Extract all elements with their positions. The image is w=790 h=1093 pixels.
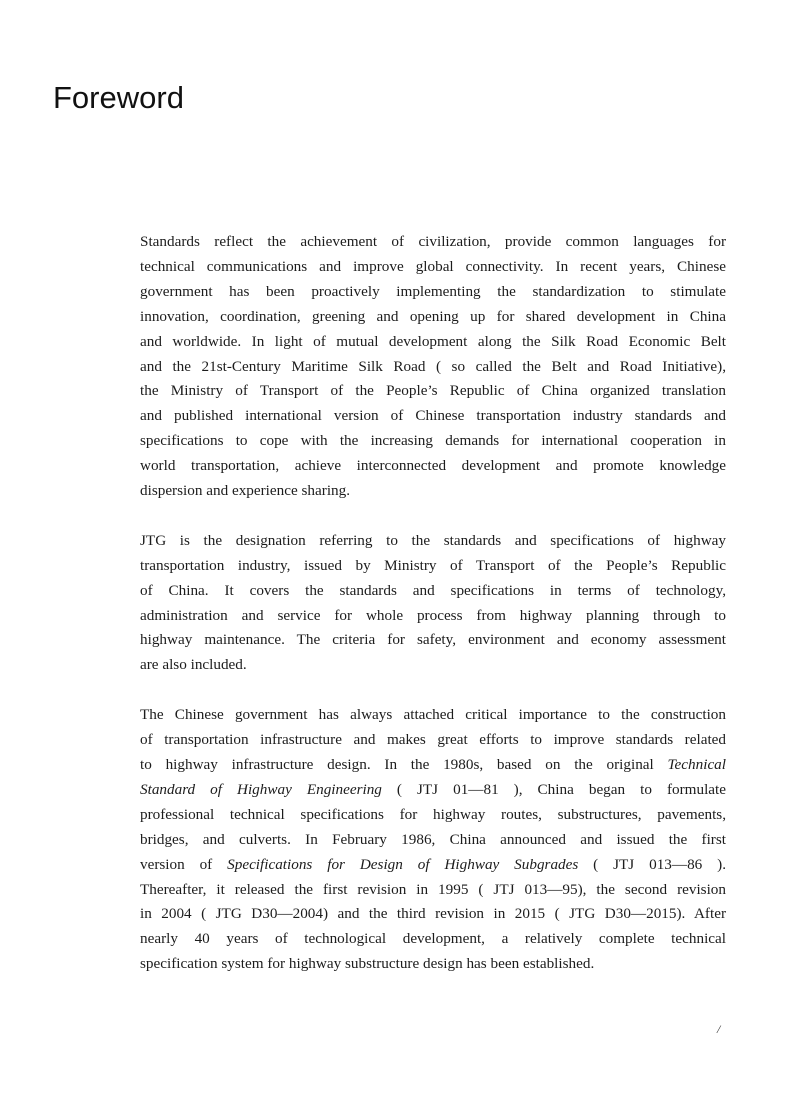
text-line (140, 579, 726, 604)
text-line (140, 753, 726, 778)
text-line (140, 853, 726, 878)
text-segment: of transportation infrastructure and makes great efforts to improve standards related (140, 731, 726, 749)
text-segment: world transportation, achieve interconnected development and promote knowledge (140, 457, 726, 475)
text-line (140, 479, 726, 504)
text-line (140, 952, 726, 977)
text-line (140, 803, 726, 828)
document-title-reference: Specifications for Design of Highway Subgrades (227, 855, 579, 873)
text-segment: dispersion and experience sharing. (140, 482, 351, 500)
text-line (140, 280, 726, 305)
text-segment: and the 21st-Century Maritime Silk Road ( so called the Belt and Road Initiative), (140, 357, 726, 375)
text-segment: specification system for highway substructure design has been established. (140, 955, 595, 973)
document-title-reference: Standard of Highway Engineering (140, 780, 382, 798)
text-segment: nearly 40 years of technological development, a relatively complete technical (140, 930, 726, 948)
text-line (140, 330, 726, 355)
text-segment: specifications to cope with the increasing demands for international cooperation in (140, 432, 726, 450)
text-segment: Thereafter, it released the first revision in 1995 ( JTJ 013—95), the second revision (140, 880, 726, 898)
text-segment: JTG is the designation referring to the standards and specifications of highway (140, 531, 726, 549)
text-line (140, 878, 726, 903)
text-segment: and published international version of Chinese transportation industry standards and (140, 407, 726, 425)
text-segment: Standards reflect the achievement of civilization, provide common languages for (140, 233, 726, 250)
text-line (140, 355, 726, 380)
text-segment: transportation industry, issued by Ministry of Transport of the People’s Republic (140, 556, 726, 574)
text-line (140, 927, 726, 952)
text-segment: highway maintenance. The criteria for safety, environment and economy assessment (140, 631, 726, 649)
text-segment: to highway infrastructure design. In the 1980s, based on the original (140, 756, 668, 773)
text-line (140, 429, 726, 454)
document-title-reference: Technical (667, 756, 726, 773)
text-segment: administration and service for whole process from highway planning through to (140, 606, 726, 624)
text-line (140, 230, 726, 255)
text-segment: the Ministry of Transport of the People’s Republic of China organized translation (140, 382, 726, 400)
text-line (140, 653, 726, 678)
text-line (140, 529, 726, 554)
text-line (140, 305, 726, 330)
text-line (140, 703, 726, 728)
text-line (140, 778, 726, 803)
text-segment: government has been proactively implementing the standardization to stimulate (140, 282, 726, 300)
page-mark: / (717, 1022, 721, 1036)
paragraph-2 (140, 529, 726, 678)
paragraph-1 (140, 230, 726, 504)
text-segment: technical communications and improve global connectivity. In recent years, Chinese (140, 257, 726, 275)
text-line (140, 554, 726, 579)
text-line (140, 828, 726, 853)
text-line (140, 604, 726, 629)
text-line (140, 902, 726, 927)
text-segment: in 2004 ( JTG D30—2004) and the third revision in 2015 ( JTG D30—2015). After (140, 905, 726, 923)
text-line (140, 255, 726, 280)
text-segment: are also included. (140, 656, 247, 674)
text-segment: The Chinese government has always attached critical importance to the construction (140, 706, 726, 724)
text-line (140, 628, 726, 653)
text-segment: ( JTJ 013—86 ). (578, 855, 726, 873)
paragraph-3 (140, 703, 726, 977)
text-segment: ( JTJ 01—81 ), China began to formulate (381, 780, 726, 798)
foreword-body (140, 230, 726, 977)
text-line (140, 404, 726, 429)
text-segment: professional technical specifications for highway routes, substructures, pavements, (140, 805, 726, 823)
text-line (140, 454, 726, 479)
text-line (140, 728, 726, 753)
text-segment: innovation, coordination, greening and opening up for shared development in China (140, 307, 726, 325)
text-segment: bridges, and culverts. In February 1986, China announced and issued the first (140, 830, 726, 848)
text-segment: version of (140, 855, 228, 873)
page-title: Foreword (53, 80, 184, 115)
text-segment: of China. It covers the standards and specifications in terms of technology, (140, 581, 726, 599)
text-line (140, 379, 726, 404)
text-segment: and worldwide. In light of mutual development along the Silk Road Economic Belt (140, 332, 726, 350)
